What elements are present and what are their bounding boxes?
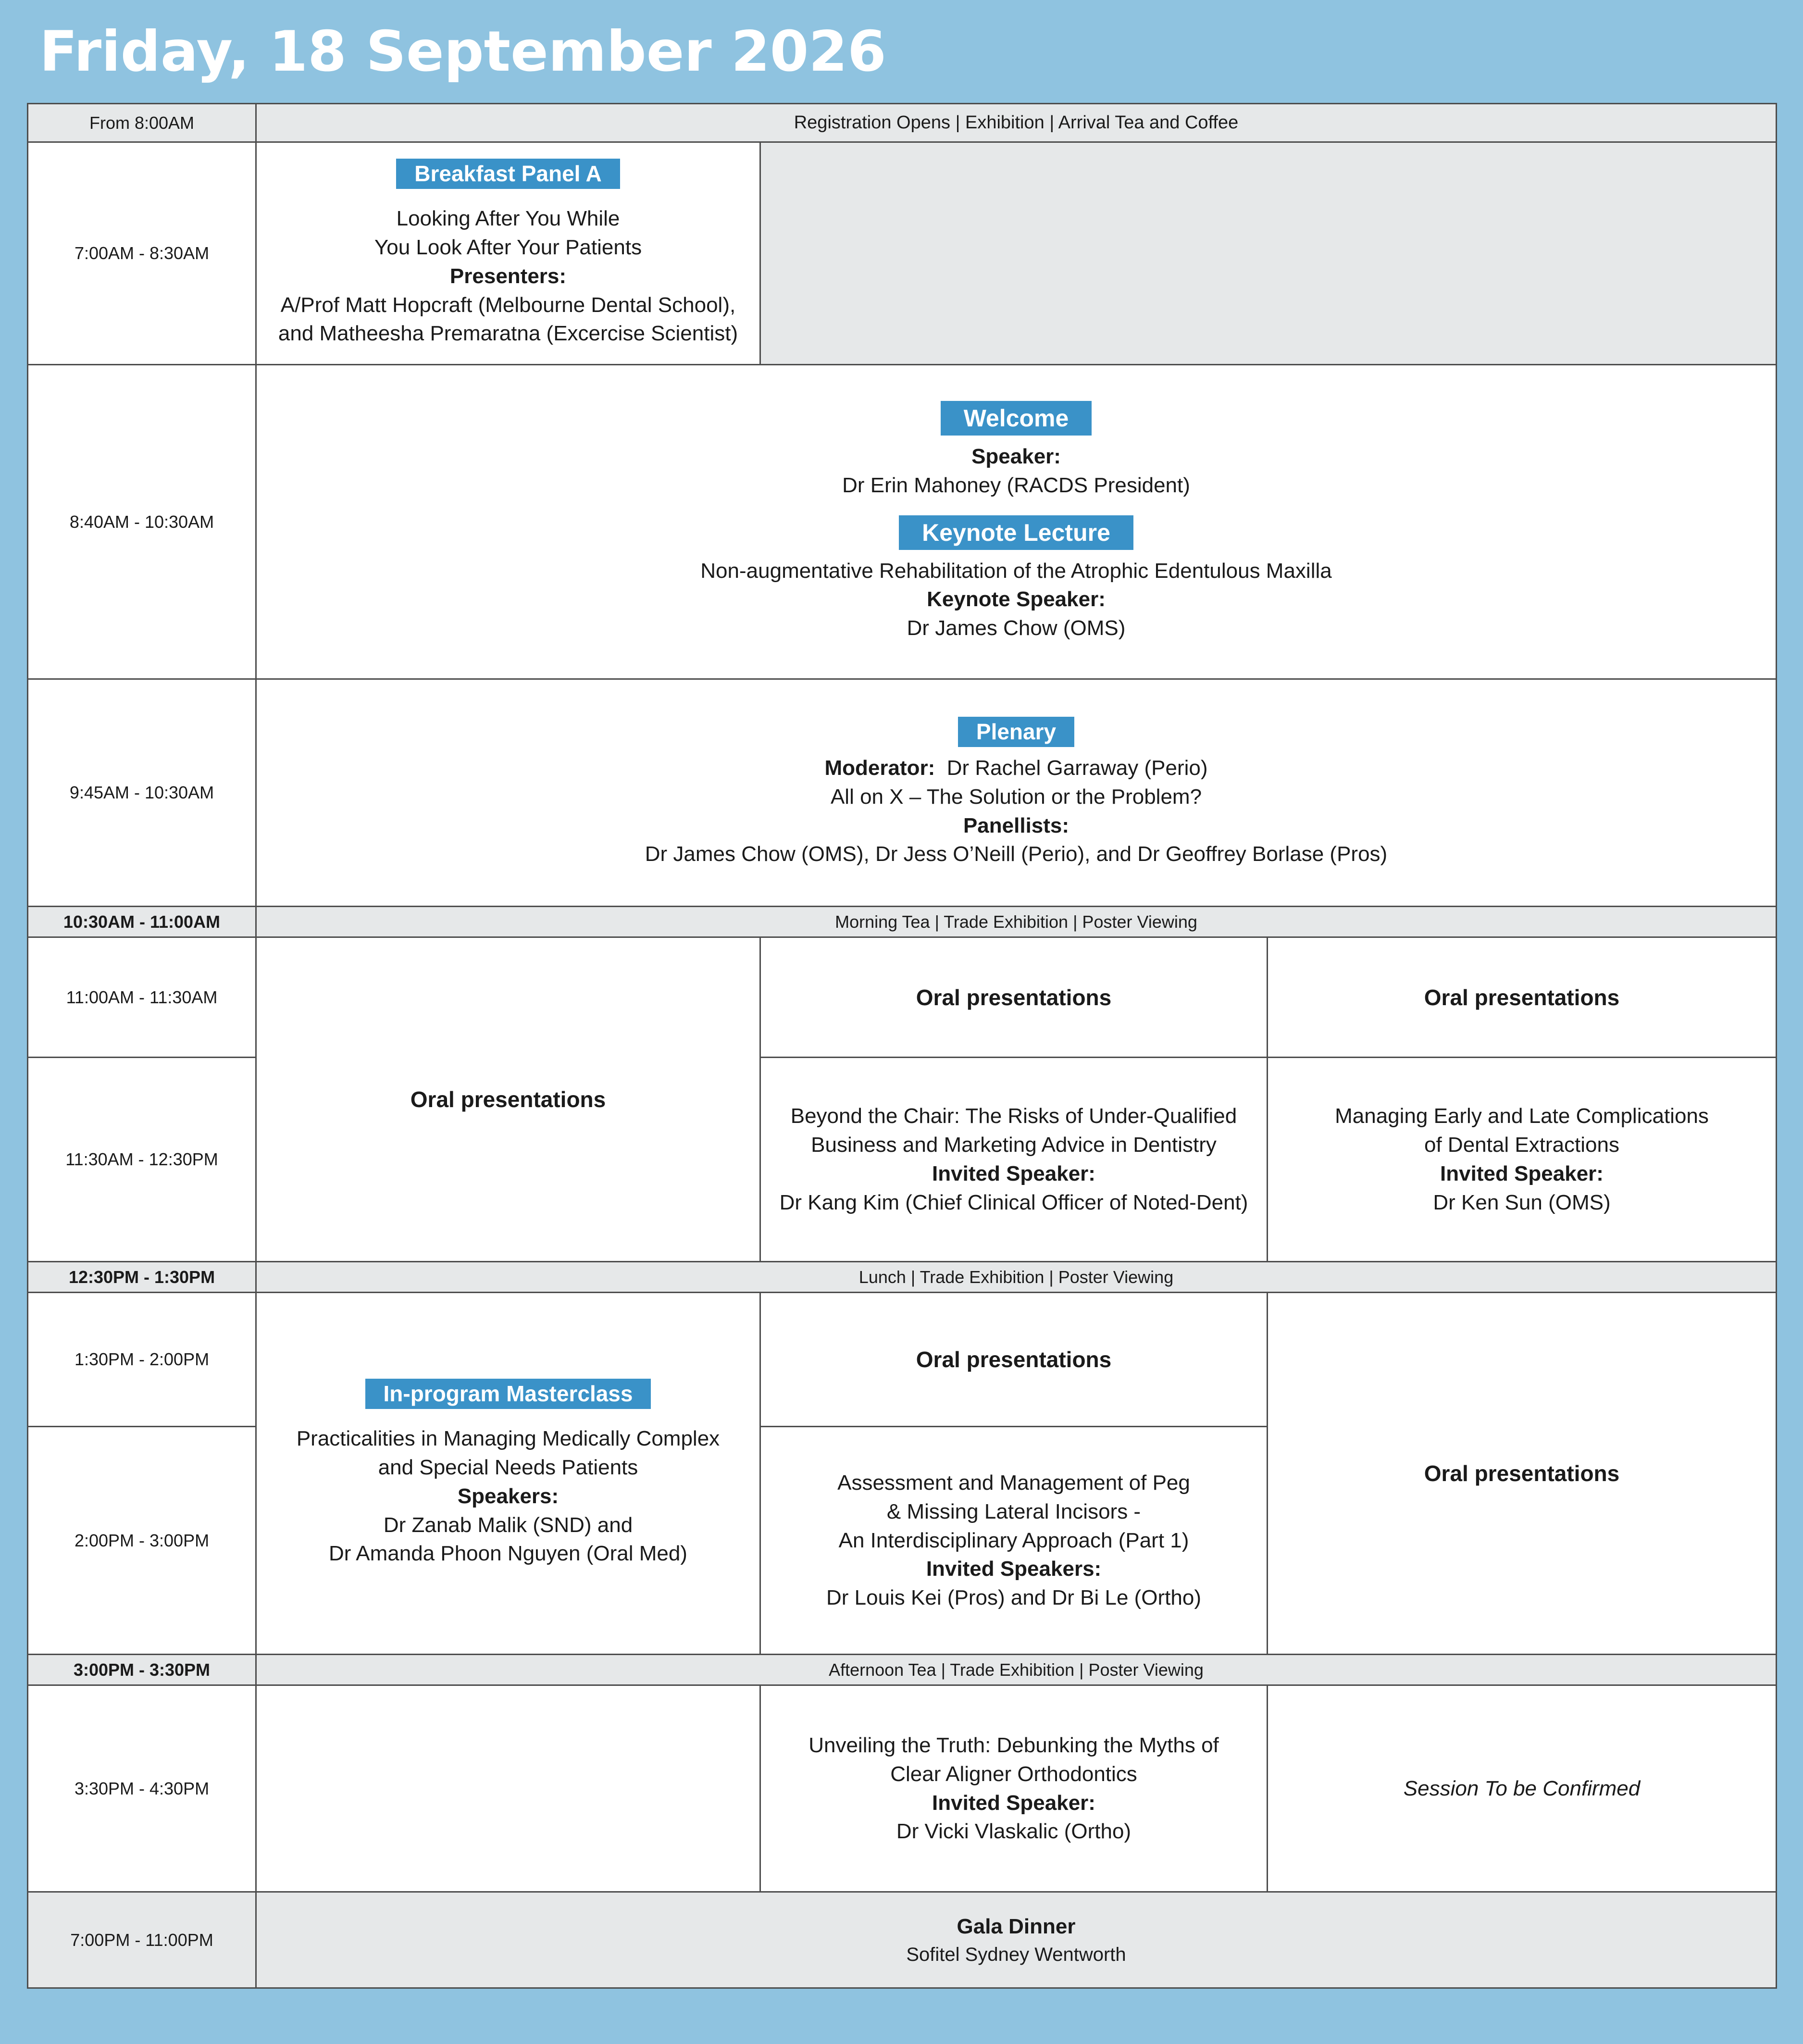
plenary-session xyxy=(256,679,1777,907)
speaker-name: Dr Zanab Malik (SND) and xyxy=(383,1513,633,1537)
session-badge: Breakfast Panel A xyxy=(396,159,620,189)
speaker-label: Invited Speaker: xyxy=(932,1162,1095,1185)
schedule-row-registration xyxy=(28,104,1777,142)
schedule-row-lunch xyxy=(28,1262,1777,1293)
presenters-label: Presenters: xyxy=(449,264,567,288)
time-cell: 8:40AM - 10:30AM xyxy=(28,365,256,679)
session-badge: Keynote Lecture xyxy=(899,515,1133,550)
gala-title: Gala Dinner xyxy=(957,1914,1076,1938)
gala-venue: Sofitel Sydney Wentworth xyxy=(906,1944,1126,1966)
session-title: Assessment and Management of Peg xyxy=(837,1471,1190,1495)
speaker-name: Dr Ken Sun (OMS) xyxy=(1433,1190,1611,1214)
session-title: You Look After Your Patients xyxy=(374,235,642,259)
tbc-session: Session To be Confirmed xyxy=(1268,1685,1777,1892)
session-title: of Dental Extractions xyxy=(1424,1133,1619,1157)
session-title: All on X – The Solution or the Problem? xyxy=(830,785,1202,809)
session-title: Practicalities in Managing Medically Complex xyxy=(296,1427,720,1451)
time-cell: From 8:00AM xyxy=(28,104,256,142)
registration-band: Registration Opens | Exhibition | Arrival Tea and Coffee xyxy=(256,104,1777,142)
schedule-row-afternoon-1 xyxy=(28,1293,1777,1427)
speaker-name: Dr Amanda Phoon Nguyen (Oral Med) xyxy=(329,1542,687,1566)
time-cell: 11:30AM - 12:30PM xyxy=(28,1058,256,1262)
schedule-row-late-afternoon xyxy=(28,1685,1777,1892)
session-title: and Special Needs Patients xyxy=(378,1455,638,1479)
session-title: Business and Marketing Advice in Dentistry xyxy=(811,1133,1217,1157)
speakers-label: Invited Speakers: xyxy=(926,1557,1102,1581)
time-cell: 3:30PM - 4:30PM xyxy=(28,1685,256,1892)
schedule-row-afternoon-tea xyxy=(28,1655,1777,1685)
speaker-name: Dr Erin Mahoney (RACDS President) xyxy=(842,473,1190,497)
oral-presentations-cell: Oral presentations xyxy=(1268,937,1777,1058)
moderator-label: Moderator: xyxy=(824,756,935,780)
panellists-label: Panellists: xyxy=(963,813,1069,837)
time-cell: 7:00AM - 8:30AM xyxy=(28,142,256,365)
time-cell: 7:00PM - 11:00PM xyxy=(28,1892,256,1988)
schedule-row-breakfast xyxy=(28,142,1777,365)
schedule-row-late-morning-1 xyxy=(28,937,1777,1058)
invited-session xyxy=(760,1685,1268,1892)
speaker-name: Dr Kang Kim (Chief Clinical Officer of Noted-Dent) xyxy=(779,1190,1248,1214)
speaker-label: Speaker: xyxy=(971,444,1061,468)
session-title: Looking After You While xyxy=(396,207,620,231)
session-title: Clear Aligner Orthodontics xyxy=(890,1762,1137,1786)
session-badge: Welcome xyxy=(941,401,1092,436)
masterclass-session xyxy=(256,1293,760,1655)
speaker-label: Keynote Speaker: xyxy=(927,587,1106,611)
moderator-name: Dr Rachel Garraway (Perio) xyxy=(946,756,1208,780)
speakers-label: Speakers: xyxy=(457,1484,559,1508)
schedule-table xyxy=(27,103,1777,1989)
invited-session xyxy=(760,1427,1268,1655)
invited-session xyxy=(760,1058,1268,1262)
schedule-row-morning-tea xyxy=(28,907,1777,937)
invited-session xyxy=(1268,1058,1777,1262)
speaker-name: Dr Vicki Vlaskalic (Ortho) xyxy=(896,1820,1132,1844)
time-cell: 12:30PM - 1:30PM xyxy=(28,1262,256,1293)
page-title: Friday, 18 September 2026 xyxy=(39,19,886,84)
gala-dinner-cell xyxy=(256,1892,1777,1988)
break-band: Lunch | Trade Exhibition | Poster Viewing xyxy=(256,1262,1777,1293)
speaker-label: Invited Speaker: xyxy=(1440,1162,1604,1185)
speaker-name: Dr James Chow (OMS) xyxy=(907,616,1126,640)
session-badge: Plenary xyxy=(958,717,1074,747)
welcome-session xyxy=(256,365,1777,679)
time-cell: 11:00AM - 11:30AM xyxy=(28,937,256,1058)
break-band: Morning Tea | Trade Exhibition | Poster Viewing xyxy=(256,907,1777,937)
schedule-row-gala xyxy=(28,1892,1777,1988)
speaker-label: Invited Speaker: xyxy=(932,1791,1095,1815)
time-cell: 1:30PM - 2:00PM xyxy=(28,1293,256,1427)
moderator-line xyxy=(257,754,1776,783)
time-cell: 10:30AM - 11:00AM xyxy=(28,907,256,937)
presenter-names: A/Prof Matt Hopcraft (Melbourne Dental School), xyxy=(280,293,736,317)
session-title: An Interdisciplinary Approach (Part 1) xyxy=(838,1528,1189,1552)
time-cell: 3:00PM - 3:30PM xyxy=(28,1655,256,1685)
oral-presentations-cell: Oral presentations xyxy=(1268,1293,1777,1655)
session-title: Non-augmentative Rehabilitation of the Atrophic Edentulous Maxilla xyxy=(700,559,1332,583)
speaker-name: Dr Louis Kei (Pros) and Dr Bi Le (Ortho) xyxy=(826,1586,1202,1610)
presenter-names: and Matheesha Premaratna (Excercise Scientist) xyxy=(278,322,738,346)
session-title: Managing Early and Late Complications xyxy=(1335,1104,1709,1128)
oral-presentations-cell: Oral presentations xyxy=(760,937,1268,1058)
session-badge: In-program Masterclass xyxy=(365,1379,651,1409)
session-title: Unveiling the Truth: Debunking the Myths of xyxy=(808,1733,1219,1757)
panellist-names: Dr James Chow (OMS), Dr Jess O’Neill (Perio), and Dr Geoffrey Borlase (Pros) xyxy=(645,842,1388,866)
oral-presentations-cell: Oral presentations xyxy=(256,937,760,1262)
empty-cell xyxy=(256,1685,760,1892)
time-cell: 2:00PM - 3:00PM xyxy=(28,1427,256,1655)
time-cell: 9:45AM - 10:30AM xyxy=(28,679,256,907)
schedule-row-welcome xyxy=(28,365,1777,679)
break-band: Afternoon Tea | Trade Exhibition | Poster Viewing xyxy=(256,1655,1777,1685)
session-title: Beyond the Chair: The Risks of Under-Qualified xyxy=(790,1104,1237,1128)
schedule-row-plenary xyxy=(28,679,1777,907)
session-title: & Missing Lateral Incisors - xyxy=(886,1499,1141,1523)
oral-presentations-cell: Oral presentations xyxy=(760,1293,1268,1427)
breakfast-session xyxy=(256,142,760,365)
empty-cell xyxy=(760,142,1777,365)
